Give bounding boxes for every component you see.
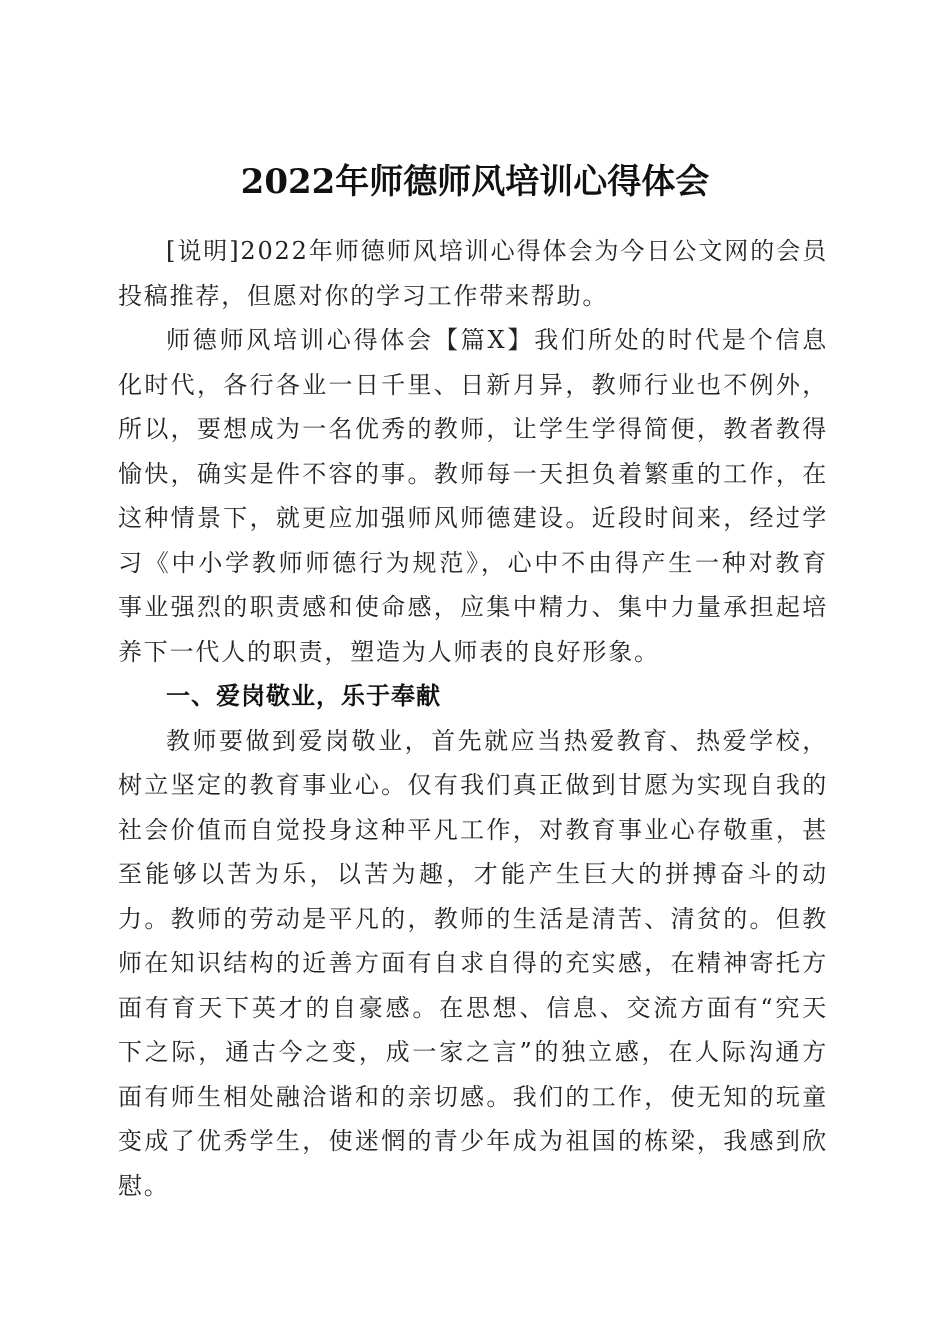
body-paragraph: 师德师风培训心得体会【篇X】我们所处的时代是个信息化时代，各行各业一日千里、日新月异，教师行业也不例外，所以，要想成为一名优秀的教师，让学生学得简便，教者教得愉快，确实是件不容的事。教师每一天担负着繁重的工作，在这种情景下，就更应加强师风师德建设。近段时间来，经过学习《中小学教师师德行为规范》，心中不由得产生一种对教育事业强烈的职责感和使命感，应集中精力、集中力量承担起培养下一代人的职责，塑造为人师表的良好形象。 — [118, 326, 828, 666]
section-paragraph: 教师要做到爱岗敬业，首先就应当热爱教育、热爱学校，树立坚定的教育事业心。仅有我们真正做到甘愿为实现自我的社会价值而自觉投身这种平凡工作，对教育事业心存敬重，甚至能够以苦为乐，以苦为趣，才能产生巨大的拼搏奋斗的动力。教师的劳动是平凡的，教师的生活是清苦、清贫的。但教师在知识结构的近善方面有自求自得的充实感，在精神寄托方面有育天下英才的自豪感。在思想、信息、交流方面有“究天下之际，通古今之变，成一家之言”的独立感，在人际沟通方面有师生相处融洽谐和的亲切感。我们的工作，使无知的玩童变成了优秀学生，使迷惘的青少年成为祖国的栋梁，我感到欣慰。 — [118, 726, 828, 1200]
document-title: 2022年师德师风培训心得体会 — [240, 161, 710, 202]
intro-paragraph: [说明]2022年师德师风培训心得体会为今日公文网的会员投稿推荐，但愿对你的学习工作带来帮助。 — [118, 237, 828, 310]
document-body — [118, 229, 828, 1208]
section-heading: 一、爱岗敬业，乐于奉献 — [166, 682, 441, 710]
